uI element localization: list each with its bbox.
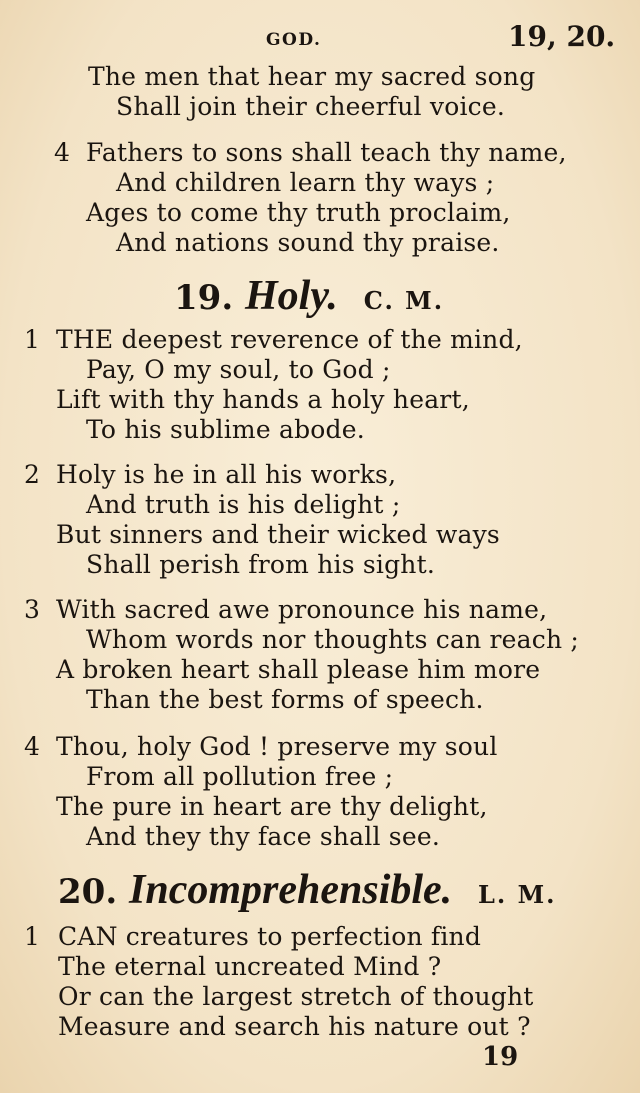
verse-line: To his sublime abode. [86,415,365,444]
verse-line: Than the best forms of speech. [86,685,484,714]
running-title: GOD. [266,30,322,50]
verse-line: CAN creatures to perfection find [58,922,482,951]
verse-line: And truth is his delight ; [86,490,401,519]
verse-line: With sacred awe pronounce his name, [56,595,548,624]
verse-line: And they thy face shall see. [86,822,440,851]
verse-line: And children learn thy ways ; [116,168,495,197]
verse-line: THE deepest reverence of the mind, [56,325,523,354]
hymn-number: 20. [58,872,118,912]
verse-line: Pay, O my soul, to God ; [86,355,391,384]
verse-number: 1 [24,922,40,951]
verse-line: From all pollution free ; [86,762,394,791]
verse-line: Holy is he in all his works, [56,460,397,489]
verse-line: Thou, holy God ! preserve my soul [56,732,498,761]
verse-line: The eternal uncreated Mind ? [58,952,442,981]
hymn-19-heading [174,273,445,321]
verse-line: Lift with thy hands a holy heart, [56,385,470,414]
verse-line: Whom words nor thoughts can reach ; [86,625,580,654]
hymn-20-heading [58,867,557,915]
verse-line: Shall join their cheerful voice. [116,92,506,121]
verse-number: 2 [24,460,40,489]
verse-line: Measure and search his nature out ? [58,1012,531,1041]
verse-line: And nations sound thy praise. [116,228,500,257]
signature-mark: 19 [482,1042,519,1072]
verse-line: A broken heart shall please him more [56,655,541,684]
hymn-title: Holy. [245,273,338,319]
hymn-meter: L. M. [478,880,557,909]
verse-line: Shall perish from his sight. [86,550,435,579]
verse-number: 4 [54,138,70,167]
verse-line: Or can the largest stretch of thought [58,982,534,1011]
verse-number: 4 [24,732,40,761]
verse-line: Fathers to sons shall teach thy name, [86,138,567,167]
verse-line: The men that hear my sacred song [88,62,536,91]
hymn-title: Incomprehensible. [129,867,453,913]
verse-line: The pure in heart are thy delight, [56,792,488,821]
hymn-meter: C. M. [363,286,445,315]
verse-line: But sinners and their wicked ways [56,520,500,549]
verse-number: 3 [24,595,40,624]
hymn-number: 19. [174,278,234,318]
verse-number: 1 [24,325,40,354]
hymn-numbers: 19, 20. [508,20,616,53]
verse-line: Ages to come thy truth proclaim, [86,198,511,227]
